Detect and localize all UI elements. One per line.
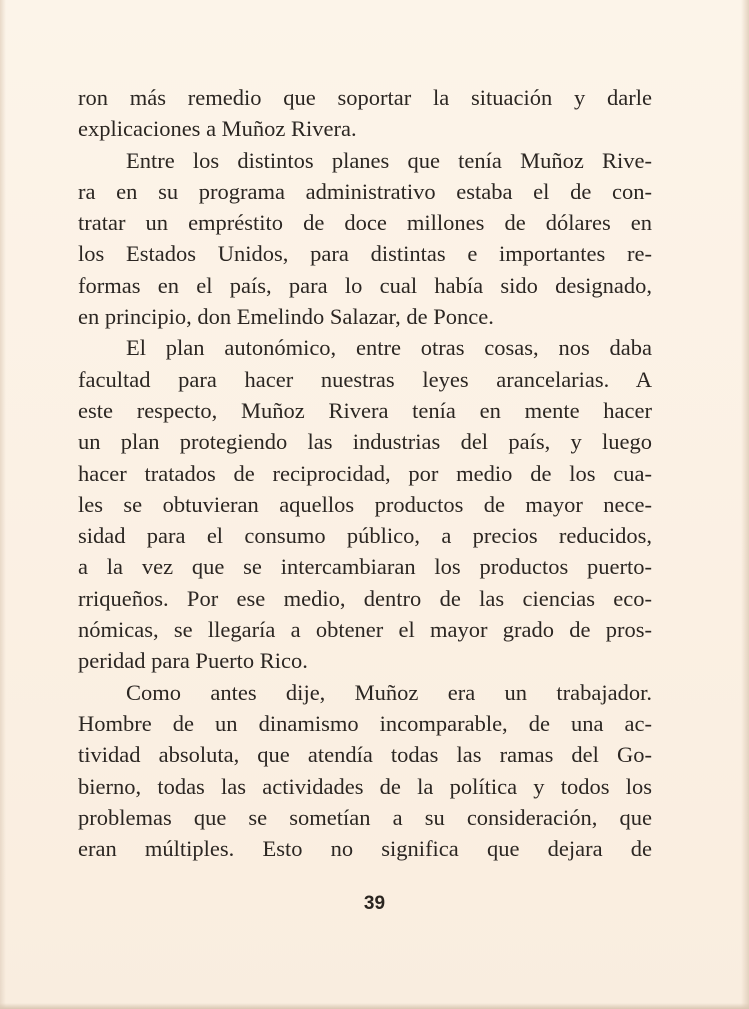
text-line: sidad para el consumo público, a precios reducidos, — [78, 523, 652, 549]
text-line: Como antes dije, Muñoz era un trabajador. — [126, 679, 652, 705]
text-line: tratar un empréstito de doce millones de dólares en — [78, 210, 652, 236]
text-line: en principio, don Emelindo Salazar, de Ponce. — [78, 304, 494, 330]
text-line: formas en el país, para lo cual había sido designado, — [78, 272, 652, 298]
text-line: ron más remedio que soportar la situación y darle — [78, 85, 652, 110]
page-left-shadow — [0, 0, 6, 1009]
text-line: El plan autonómico, entre otras cosas, nos daba — [126, 335, 652, 361]
text-line: peridad para Puerto Rico. — [78, 648, 308, 674]
text-line: nómicas, se llegaría a obtener el mayor grado de pros- — [78, 617, 652, 643]
page-number: 39 — [363, 893, 386, 914]
text-line: problemas que se sometían a su consideración, que — [78, 804, 652, 830]
text-line: hacer tratados de reciprocidad, por medio de los cua- — [78, 460, 652, 486]
text-line: explicaciones a Muñoz Rivera. — [78, 116, 357, 142]
text-line: les se obtuvieran aquellos productos de mayor nece- — [78, 491, 652, 517]
page-bottom-shadow — [0, 1003, 749, 1009]
text-line: este respecto, Muñoz Rivera tenía en mente hacer — [78, 397, 652, 423]
text-line: rriqueños. Por ese medio, dentro de las ciencias eco- — [78, 585, 652, 611]
page-right-shadow — [741, 0, 749, 1009]
text-line: los Estados Unidos, para distintas e importantes re- — [78, 241, 652, 267]
text-line: facultad para hacer nuestras leyes arancelarias. A — [78, 366, 652, 392]
text-line: tividad absoluta, que atendía todas las ramas del Go- — [78, 742, 652, 768]
body-text — [78, 82, 652, 864]
text-line: un plan protegiendo las industrias del país, y luego — [78, 429, 652, 455]
text-line: Entre los distintos planes que tenía Muñoz Rive- — [126, 147, 652, 173]
text-line: Hombre de un dinamismo incomparable, de una ac- — [78, 710, 652, 736]
text-line: ra en su programa administrativo estaba el de con- — [78, 178, 652, 204]
text-line: a la vez que se intercambiaran los productos puerto- — [78, 554, 652, 580]
text-line: bierno, todas las actividades de la política y todos los — [78, 773, 652, 799]
text-line: eran múltiples. Esto no significa que dejara de — [78, 836, 652, 862]
